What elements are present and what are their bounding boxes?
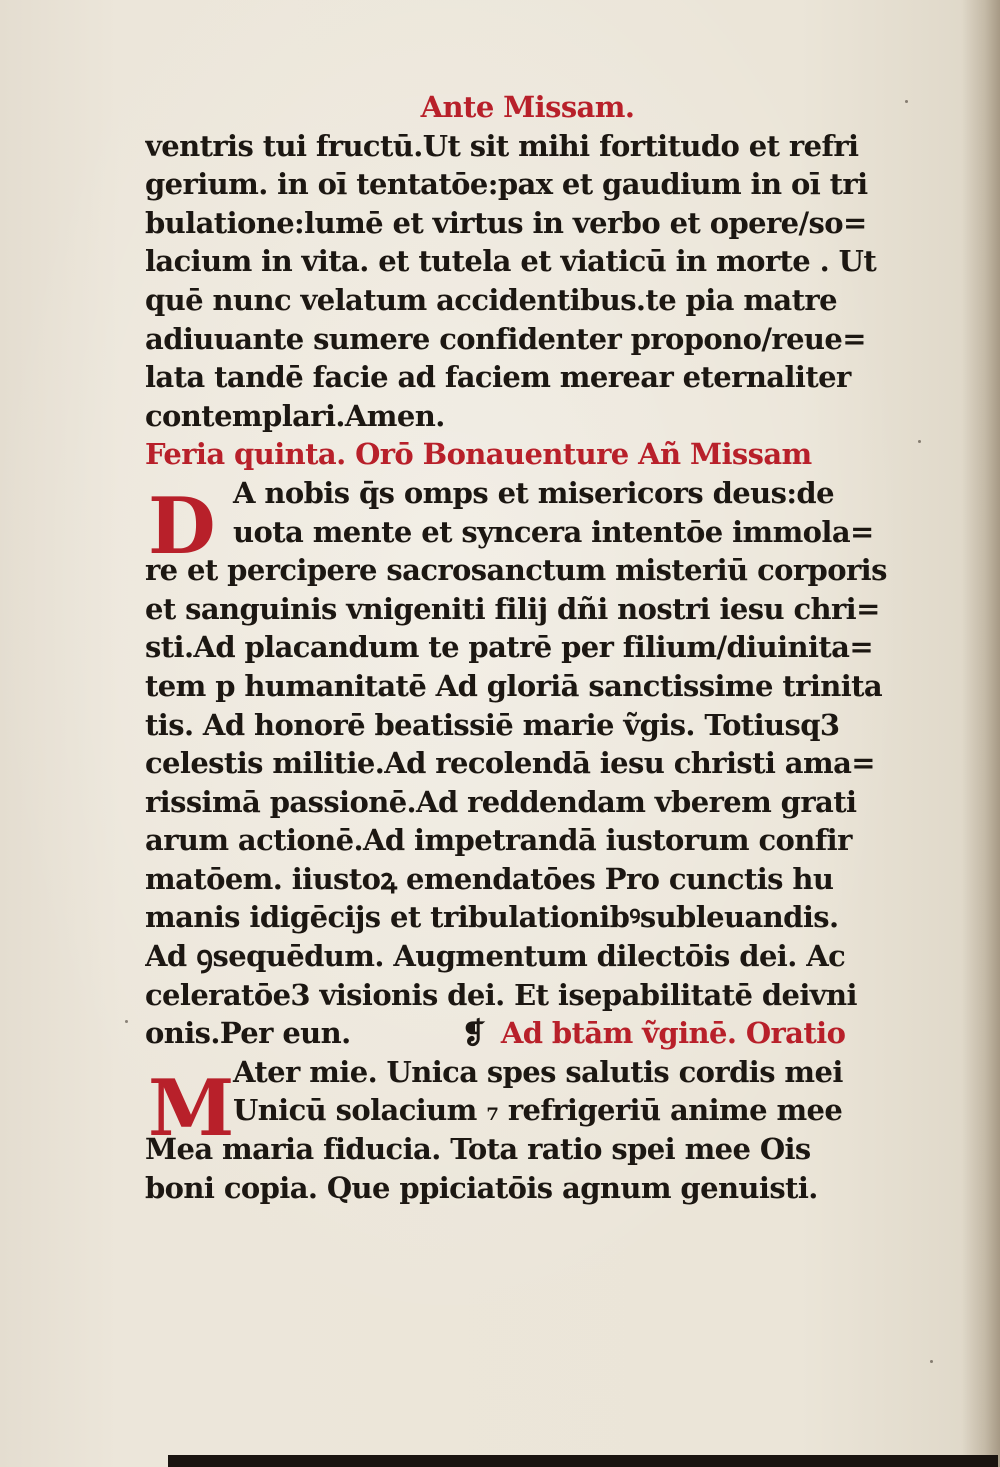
paper-speck: [918, 440, 921, 443]
text-line: re et percipere sacrosanctum misteriū corporis: [145, 553, 887, 588]
text-line: gerium. in oī tentatōe:pax et gaudium in oī tri: [145, 167, 868, 202]
text-line: bulatione:lumē et virtus in verbo et opere/so=: [145, 205, 867, 240]
page-gutter-shadow: [962, 0, 1000, 1467]
text-line: tis. Ad honorē beatissiē marie ṽgis. Totiusq3: [145, 707, 840, 742]
paper-speck: [905, 100, 908, 103]
text-line: quē nunc velatum accidentibus.te pia matre: [145, 282, 837, 317]
text-line: ventris tui fructū.Ut sit mihi fortitudo et refri: [145, 128, 859, 163]
running-head: Ante Missam.: [420, 90, 635, 124]
closing-line: [145, 1014, 890, 1053]
text-line: celestis militie.Ad recolendā iesu christi ama=: [145, 746, 875, 781]
text-line: tem p humanitatē Ad gloriā sanctissime trinita: [145, 668, 883, 703]
paper-speck: [125, 1020, 128, 1023]
text-line: sti.Ad placandum te patrē per filium/diuinita=: [145, 630, 874, 665]
text-line: matōem. iiustoꝝ emendatōes Pro cunctis hu: [145, 861, 834, 896]
text-line: Unicū solacium ₇ refrigeriū anime mee: [233, 1093, 843, 1128]
paper-speck: [930, 1360, 933, 1363]
text-line: lata tandē facie ad faciem merear eternaliter: [145, 360, 851, 395]
text-line: Ater mie. Unica spes salutis cordis mei: [233, 1054, 843, 1089]
decorated-initial-m: M: [148, 1063, 235, 1154]
section-heading-ad-btam-virginem: Ad btām ṽginē. Oratio: [500, 1016, 846, 1051]
text-line: adiuuante sumere confidenter propono/reue=: [145, 321, 866, 356]
text-line: arum actionē.Ad impetrandā iustorum confir: [145, 823, 852, 858]
section-heading-feria-quinta: Feria quinta. Orō Bonauenture Añ Missam: [145, 437, 812, 472]
text-line: manis idigēcijs et tribulationibꝰsubleuandis.: [145, 900, 839, 935]
text-line: A nobis q̄s omps et misericors deus:de: [233, 475, 834, 510]
closing-text: onis.Per eun.: [145, 1016, 351, 1051]
text-line: uota mente et syncera intentōe immola=: [233, 514, 874, 549]
text-line: celeratōe3 visionis dei. Et isepabilitatē deivni: [145, 977, 857, 1012]
text-line: Mea maria fiducia. Tota ratio spei mee Ois: [145, 1132, 811, 1167]
text-line: rissimā passionē.Ad reddendam vberem grati: [145, 784, 857, 819]
text-line: et sanguinis vnigeniti filij dñi nostri iesu chri=: [145, 591, 880, 626]
bottom-edge-shadow: [168, 1455, 998, 1467]
paragraph-mark-icon: ❡: [461, 1016, 486, 1051]
text-line: lacium in vita. et tutela et viaticū in morte . Ut: [145, 244, 877, 279]
text-line: boni copia. Que ppiciatōis agnum genuisti.: [145, 1170, 818, 1205]
text-line: Ad ꝯsequēdum. Augmentum dilectōis dei. Ac: [145, 939, 846, 974]
text-block: [145, 88, 890, 1207]
text-line: contemplari.Amen.: [145, 398, 445, 433]
decorated-initial-d: D: [148, 481, 216, 572]
